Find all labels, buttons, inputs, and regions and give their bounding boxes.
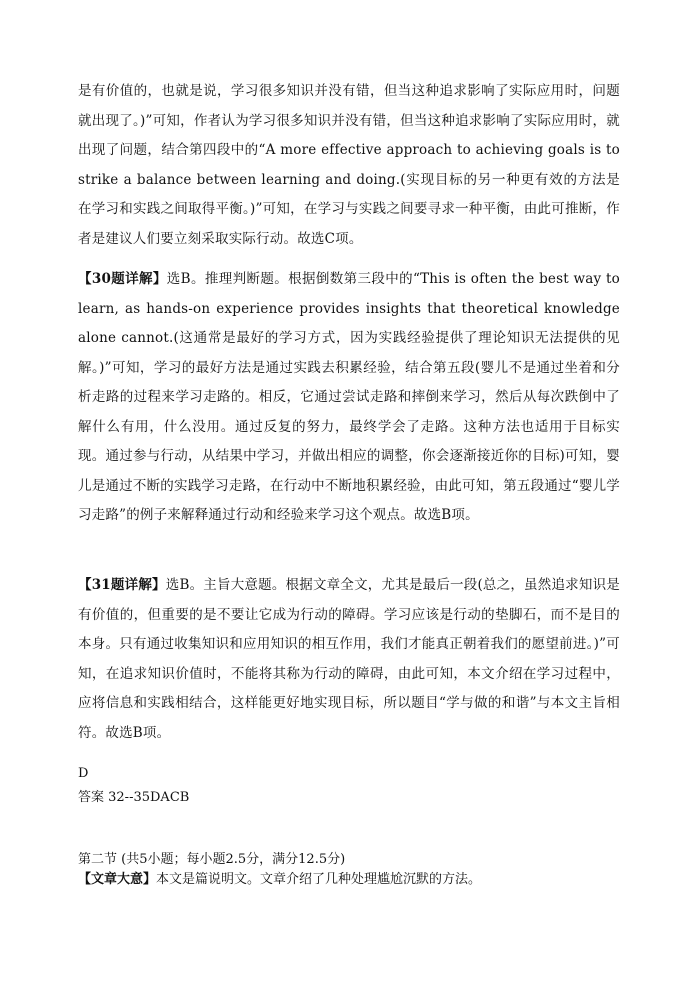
summary-heading: 【文章大意】: [78, 872, 157, 887]
summary-line: [78, 870, 638, 890]
explanation-paragraph-29: [78, 77, 620, 254]
question-31-heading: 【31题详解】: [78, 577, 166, 593]
explanation-paragraph-31: [78, 571, 620, 748]
explanation-paragraph-30: [78, 265, 620, 531]
question-30-heading: 【30题详解】: [78, 271, 167, 287]
paragraph-text: 选B。主旨大意题。根据文章全文，尤其是最后一段(总之，虽然追求知识是有价值的，但重要的是不要让它成为行动的障碍。学习应该是行动的垫脚石，而不是目的本身。只有通过收集知识和应用知识的相互作用，我们才能真正朝着我们的愿望前进。)”可知，在追求知识价值时，不能将其称为行动的障碍，由此可知，本文介绍在学习过程中，应将信息和实践相结合，这样能更好地实现目标，所以题目“学与做的和谐”与本文主旨相符。故选B项。: [78, 577, 621, 741]
paragraph-text: 选B。推理判断题。根据倒数第三段中的“This is often the best way to learn, as hands-on experience provides insights that theoretical knowledge alone cannot.(这通常是最好的学习方式，因为实践经验提供了理论知识无法提供的见解。)”可知，学习的最好方法是通过实践去积累经验，结合第五段(婴儿不是通过坐着和分析走路的过程来学习走路的。相反，它通过尝试走路和摔倒来学习，然后从每次跌倒中了解什么有用，什么没用。通过反复的努力，最终学会了走路。这种方法也适用于目标实现。通过参与行动，从结果中学习，并做出相应的调整，你会逐渐接近你的目标)可知，婴儿是通过不断的实践学习走路，在行动中不断地积累经验，由此可知，第五段通过“婴儿学习走路”的例子来解释通过行动和经验来学习这个观点。故选B项。: [78, 271, 620, 523]
section-d-label: D: [78, 766, 89, 781]
summary-text: 本文是篇说明文。文章介绍了几种处理尴尬沉默的方法。: [156, 872, 482, 887]
paragraph-text: 是有价值的，也就是说，学习很多知识并没有错，但当这种追求影响了实际应用时，问题就出现了。)”可知，作者认为学习很多知识并没有错，但当这种追求影响了实际应用时，就出现了问题，结合第四段中的“A more effective approach to achieving goals is to strike a balance between learning and doing.(实现目标的另一种更有效的方法是在学习和实践之间取得平衡。)”可知，在学习与实践之间要寻求一种平衡，由此可推断，作者是建议人们要立刻采取实际行动。故选C项。: [78, 83, 620, 247]
part-two-heading: 第二节 (共5小题；每小题2.5分，满分12.5分): [78, 852, 346, 867]
answer-line: 答案 32--35DACB: [78, 790, 190, 805]
